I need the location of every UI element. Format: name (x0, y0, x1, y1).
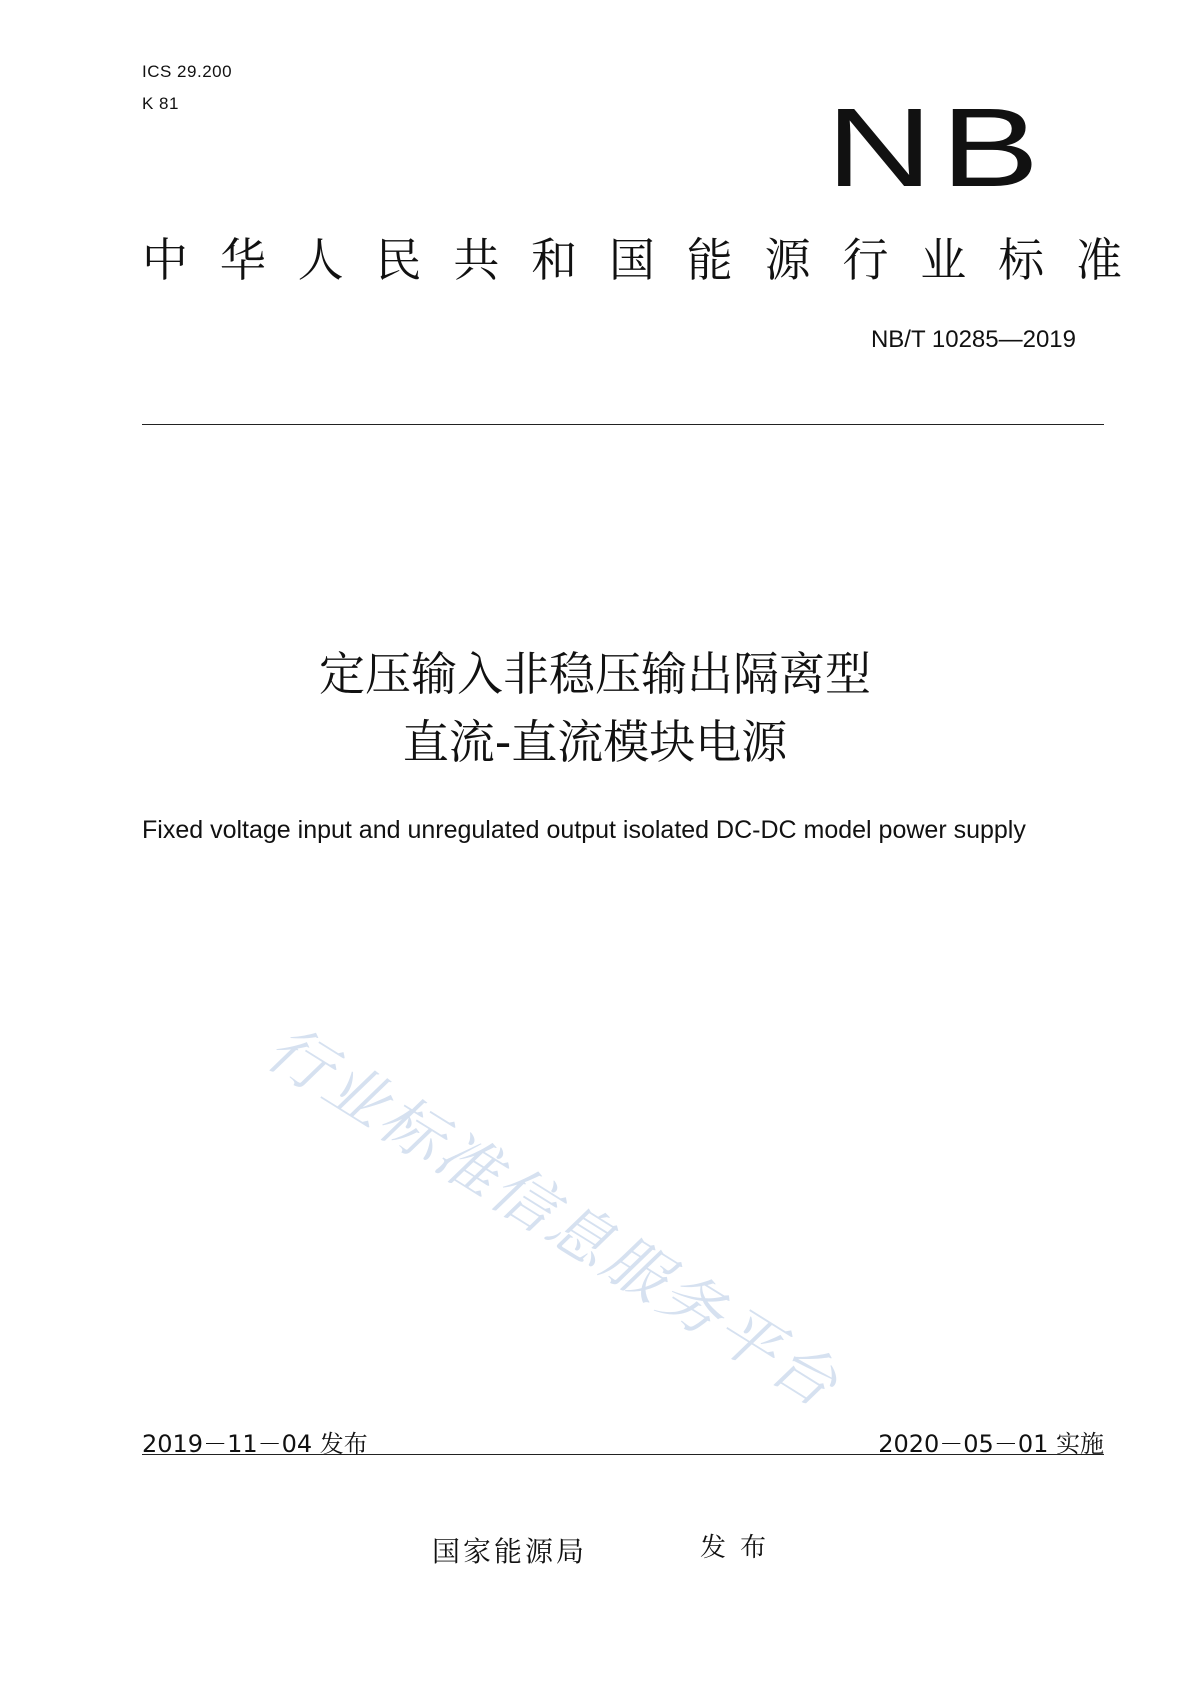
chinese-title-line-2: 直流-直流模块电源 (402, 715, 788, 769)
category-char: 中 (142, 233, 188, 287)
classification-code: K 81 (142, 94, 179, 113)
category-char: 共 (453, 233, 500, 287)
category-char: 准 (1075, 233, 1122, 287)
bottom-divider (142, 1454, 1104, 1455)
watermark: 行业标准信息服务平台 (254, 1011, 853, 1423)
standard-number: NB/T 10285—2019 (870, 326, 1076, 353)
nb-logo: NB (826, 85, 1048, 210)
ics-code: ICS 29.200 (142, 62, 233, 81)
category-char: 能 (686, 233, 733, 287)
category-char: 和 (531, 233, 578, 287)
category-char: 业 (920, 233, 967, 287)
category-char: 民 (375, 233, 422, 287)
english-title: Fixed voltage input and unregulated output isolated DC-DC model power supply (142, 816, 1026, 844)
category-char: 华 (219, 233, 266, 287)
chinese-title (0, 640, 1190, 776)
chinese-title-line-1: 定压输入非稳压输出隔离型 (319, 647, 871, 701)
category-char: 行 (842, 233, 889, 287)
top-divider (142, 424, 1104, 425)
issue-action: 发布 (700, 1533, 781, 1563)
category-char: 源 (764, 233, 811, 287)
issuing-authority: 国家能源局 (432, 1535, 588, 1568)
category-char: 人 (297, 233, 344, 287)
category-char: 标 (998, 233, 1045, 287)
category-char: 国 (608, 233, 655, 287)
standard-category-title (142, 232, 1122, 288)
issue-date: 2019－11－04 发布 (142, 1430, 368, 1458)
implementation-date: 2020－05－01 实施 (878, 1430, 1104, 1458)
